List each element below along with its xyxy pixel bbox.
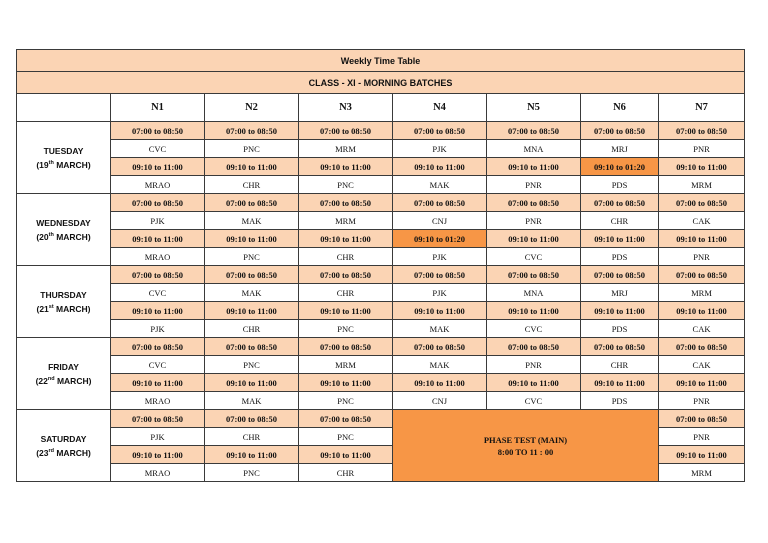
time-slot-cell: 07:00 to 08:50 xyxy=(659,122,745,140)
table-row xyxy=(17,140,745,158)
teacher-code-cell: PDS xyxy=(581,176,659,194)
teacher-code-cell: MRAO xyxy=(111,248,205,266)
teacher-code-cell: MAK xyxy=(393,320,487,338)
phase-test-time: 8:00 TO 11 : 00 xyxy=(497,446,554,457)
teacher-code-cell: PDS xyxy=(581,392,659,410)
teacher-code-cell: CHR xyxy=(205,176,299,194)
time-slot-cell: 07:00 to 08:50 xyxy=(205,122,299,140)
time-slot-cell: 07:00 to 08:50 xyxy=(487,122,581,140)
time-slot-cell: 07:00 to 08:50 xyxy=(659,338,745,356)
teacher-code-cell: CVC xyxy=(111,356,205,374)
time-slot-cell: 07:00 to 08:50 xyxy=(205,338,299,356)
teacher-code-cell: PNR xyxy=(659,140,745,158)
time-slot-cell: 07:00 to 08:50 xyxy=(299,338,393,356)
time-slot-cell: 09:10 to 11:00 xyxy=(659,158,745,176)
time-slot-cell: 09:10 to 11:00 xyxy=(205,302,299,320)
day-date-number: (21 xyxy=(36,303,49,314)
teacher-code-cell: MAK xyxy=(205,212,299,230)
teacher-code-cell: PNR xyxy=(659,428,745,446)
day-date-suffix: st xyxy=(48,303,54,310)
teacher-code-cell: CHR xyxy=(299,248,393,266)
day-date-month: MARCH) xyxy=(54,375,92,386)
time-slot-cell: 07:00 to 08:50 xyxy=(581,338,659,356)
teacher-code-cell: PNC xyxy=(299,392,393,410)
teacher-code-cell: MRAO xyxy=(111,464,205,482)
teacher-code-cell: MRM xyxy=(659,284,745,302)
time-slot-cell: 07:00 to 08:50 xyxy=(487,194,581,212)
time-slot-cell: 07:00 to 08:50 xyxy=(111,338,205,356)
time-slot-cell: 09:10 to 11:00 xyxy=(581,374,659,392)
table-row xyxy=(17,122,745,140)
teacher-code-cell: PNR xyxy=(659,248,745,266)
teacher-code-cell: PNC xyxy=(299,176,393,194)
day-cell xyxy=(17,122,111,194)
time-slot-cell: 09:10 to 11:00 xyxy=(659,230,745,248)
day-name: FRIDAY xyxy=(48,361,79,372)
time-slot-cell: 09:10 to 11:00 xyxy=(299,158,393,176)
time-slot-cell: 09:10 to 11:00 xyxy=(581,302,659,320)
time-slot-cell: 09:10 to 11:00 xyxy=(111,302,205,320)
time-slot-cell: 09:10 to 11:00 xyxy=(659,374,745,392)
table-row xyxy=(17,320,745,338)
teacher-code-cell: CHR xyxy=(205,320,299,338)
teacher-code-cell: PJK xyxy=(393,284,487,302)
day-date-number: (22 xyxy=(35,375,48,386)
time-slot-cell: 09:10 to 11:00 xyxy=(299,230,393,248)
time-slot-cell: 09:10 to 11:00 xyxy=(111,446,205,464)
day-name: THURSDAY xyxy=(40,289,87,300)
teacher-code-cell: CAK xyxy=(659,212,745,230)
teacher-code-cell: PNC xyxy=(299,320,393,338)
teacher-code-cell: PNC xyxy=(299,428,393,446)
teacher-code-cell: CVC xyxy=(487,320,581,338)
teacher-code-cell: CAK xyxy=(659,356,745,374)
teacher-code-cell: CNJ xyxy=(393,212,487,230)
table-row xyxy=(17,212,745,230)
time-slot-cell: 07:00 to 08:50 xyxy=(581,122,659,140)
day-date-number: (20 xyxy=(36,231,49,242)
day-date xyxy=(17,446,110,460)
teacher-code-cell: PNC xyxy=(205,248,299,266)
time-slot-cell: 07:00 to 08:50 xyxy=(111,410,205,428)
teacher-code-cell: CHR xyxy=(299,284,393,302)
time-slot-cell: 07:00 to 08:50 xyxy=(659,410,745,428)
time-slot-cell: 09:10 to 11:00 xyxy=(299,446,393,464)
table-row xyxy=(17,374,745,392)
table-row xyxy=(17,176,745,194)
time-slot-cell: 07:00 to 08:50 xyxy=(393,338,487,356)
time-slot-cell: 07:00 to 08:50 xyxy=(393,122,487,140)
time-slot-cell: 07:00 to 08:50 xyxy=(393,266,487,284)
teacher-code-cell: PNR xyxy=(487,212,581,230)
teacher-code-cell: MAK xyxy=(205,284,299,302)
time-slot-cell: 09:10 to 11:00 xyxy=(393,302,487,320)
table-subtitle: CLASS - XI - MORNING BATCHES xyxy=(17,72,745,94)
teacher-code-cell: PDS xyxy=(581,248,659,266)
teacher-code-cell: CAK xyxy=(659,320,745,338)
day-date-suffix: rd xyxy=(48,447,54,454)
time-slot-cell: 09:10 to 11:00 xyxy=(487,374,581,392)
timetable xyxy=(16,49,745,482)
time-slot-cell: 09:10 to 01:20 xyxy=(393,230,487,248)
teacher-code-cell: CHR xyxy=(581,212,659,230)
day-cell xyxy=(17,338,111,410)
column-header: N7 xyxy=(659,94,745,122)
teacher-code-cell: MRM xyxy=(299,140,393,158)
time-slot-cell: 07:00 to 08:50 xyxy=(299,266,393,284)
table-row xyxy=(17,158,745,176)
day-date-number: (19 xyxy=(36,159,49,170)
time-slot-cell: 07:00 to 08:50 xyxy=(393,194,487,212)
time-slot-cell: 09:10 to 11:00 xyxy=(659,446,745,464)
table-row xyxy=(17,194,745,212)
time-slot-cell: 09:10 to 11:00 xyxy=(205,158,299,176)
teacher-code-cell: MNA xyxy=(487,284,581,302)
table-row xyxy=(17,302,745,320)
teacher-code-cell: CVC xyxy=(111,284,205,302)
day-date xyxy=(17,374,110,388)
time-slot-cell: 09:10 to 11:00 xyxy=(111,230,205,248)
table-title: Weekly Time Table xyxy=(17,50,745,72)
table-row xyxy=(17,392,745,410)
phase-test-title: PHASE TEST (MAIN) xyxy=(483,434,568,445)
teacher-code-cell: PNR xyxy=(487,356,581,374)
time-slot-cell: 07:00 to 08:50 xyxy=(111,122,205,140)
teacher-code-cell: CHR xyxy=(581,356,659,374)
teacher-code-cell: MRM xyxy=(299,356,393,374)
teacher-code-cell: MRJ xyxy=(581,284,659,302)
day-date-suffix: nd xyxy=(47,375,55,382)
day-date-suffix: th xyxy=(48,231,54,238)
teacher-code-cell: CHR xyxy=(299,464,393,482)
teacher-code-cell: MAK xyxy=(205,392,299,410)
teacher-code-cell: MRAO xyxy=(111,392,205,410)
time-slot-cell: 07:00 to 08:50 xyxy=(299,410,393,428)
teacher-code-cell: CVC xyxy=(487,248,581,266)
day-cell xyxy=(17,194,111,266)
day-date-month: MARCH) xyxy=(53,231,91,242)
time-slot-cell: 09:10 to 11:00 xyxy=(393,374,487,392)
teacher-code-cell: MRM xyxy=(299,212,393,230)
teacher-code-cell: MRM xyxy=(659,464,745,482)
time-slot-cell: 09:10 to 11:00 xyxy=(393,158,487,176)
time-slot-cell: 09:10 to 11:00 xyxy=(659,302,745,320)
time-slot-cell: 07:00 to 08:50 xyxy=(111,266,205,284)
day-cell xyxy=(17,266,111,338)
teacher-code-cell: PNR xyxy=(659,392,745,410)
time-slot-cell: 09:10 to 11:00 xyxy=(487,230,581,248)
time-slot-cell: 07:00 to 08:50 xyxy=(205,266,299,284)
column-header: N6 xyxy=(581,94,659,122)
table-row xyxy=(17,284,745,302)
table-row xyxy=(17,338,745,356)
teacher-code-cell: PJK xyxy=(111,320,205,338)
day-date xyxy=(17,158,110,172)
time-slot-cell: 07:00 to 08:50 xyxy=(299,194,393,212)
teacher-code-cell: PNC xyxy=(205,356,299,374)
time-slot-cell: 07:00 to 08:50 xyxy=(581,266,659,284)
column-header: N5 xyxy=(487,94,581,122)
time-slot-cell: 07:00 to 08:50 xyxy=(111,194,205,212)
time-slot-cell: 09:10 to 01:20 xyxy=(581,158,659,176)
day-date-month: MARCH) xyxy=(53,447,91,458)
table-row xyxy=(17,266,745,284)
column-header: N3 xyxy=(299,94,393,122)
day-date-month: MARCH) xyxy=(53,303,91,314)
teacher-code-cell: MAK xyxy=(393,356,487,374)
time-slot-cell: 07:00 to 08:50 xyxy=(659,266,745,284)
time-slot-cell: 07:00 to 08:50 xyxy=(487,338,581,356)
teacher-code-cell: PJK xyxy=(393,248,487,266)
table-row xyxy=(17,230,745,248)
teacher-code-cell: MAK xyxy=(393,176,487,194)
time-slot-cell: 09:10 to 11:00 xyxy=(487,302,581,320)
teacher-code-cell: MRJ xyxy=(581,140,659,158)
day-date-number: (23 xyxy=(36,447,49,458)
day-date xyxy=(17,230,110,244)
teacher-code-cell: MRM xyxy=(659,176,745,194)
table-row xyxy=(17,356,745,374)
day-date xyxy=(17,302,110,316)
teacher-code-cell: MNA xyxy=(487,140,581,158)
time-slot-cell: 09:10 to 11:00 xyxy=(205,374,299,392)
phase-test-block xyxy=(393,410,659,482)
teacher-code-cell: PNC xyxy=(205,464,299,482)
time-slot-cell: 07:00 to 08:50 xyxy=(299,122,393,140)
time-slot-cell: 09:10 to 11:00 xyxy=(205,230,299,248)
teacher-code-cell: PJK xyxy=(111,212,205,230)
time-slot-cell: 09:10 to 11:00 xyxy=(581,230,659,248)
teacher-code-cell: MRAO xyxy=(111,176,205,194)
teacher-code-cell: PJK xyxy=(393,140,487,158)
teacher-code-cell: PNC xyxy=(205,140,299,158)
day-date-suffix: th xyxy=(48,159,54,166)
time-slot-cell: 07:00 to 08:50 xyxy=(205,194,299,212)
time-slot-cell: 09:10 to 11:00 xyxy=(299,374,393,392)
table-row xyxy=(17,410,745,428)
time-slot-cell: 07:00 to 08:50 xyxy=(581,194,659,212)
time-slot-cell: 07:00 to 08:50 xyxy=(487,266,581,284)
time-slot-cell: 07:00 to 08:50 xyxy=(659,194,745,212)
day-name: WEDNESDAY xyxy=(36,217,91,228)
column-header: N1 xyxy=(111,94,205,122)
day-name: TUESDAY xyxy=(43,145,84,156)
time-slot-cell: 07:00 to 08:50 xyxy=(205,410,299,428)
day-cell xyxy=(17,410,111,482)
table-row xyxy=(17,248,745,266)
column-header: N2 xyxy=(205,94,299,122)
day-name: SATURDAY xyxy=(40,433,87,444)
teacher-code-cell: PNR xyxy=(487,176,581,194)
time-slot-cell: 09:10 to 11:00 xyxy=(487,158,581,176)
time-slot-cell: 09:10 to 11:00 xyxy=(205,446,299,464)
header-corner xyxy=(17,94,111,122)
column-header: N4 xyxy=(393,94,487,122)
timetable-sheet xyxy=(16,49,745,482)
day-date-month: MARCH) xyxy=(53,159,91,170)
teacher-code-cell: CVC xyxy=(111,140,205,158)
teacher-code-cell: CNJ xyxy=(393,392,487,410)
time-slot-cell: 09:10 to 11:00 xyxy=(111,374,205,392)
teacher-code-cell: CHR xyxy=(205,428,299,446)
time-slot-cell: 09:10 to 11:00 xyxy=(111,158,205,176)
teacher-code-cell: PJK xyxy=(111,428,205,446)
teacher-code-cell: CVC xyxy=(487,392,581,410)
time-slot-cell: 09:10 to 11:00 xyxy=(299,302,393,320)
teacher-code-cell: PDS xyxy=(581,320,659,338)
